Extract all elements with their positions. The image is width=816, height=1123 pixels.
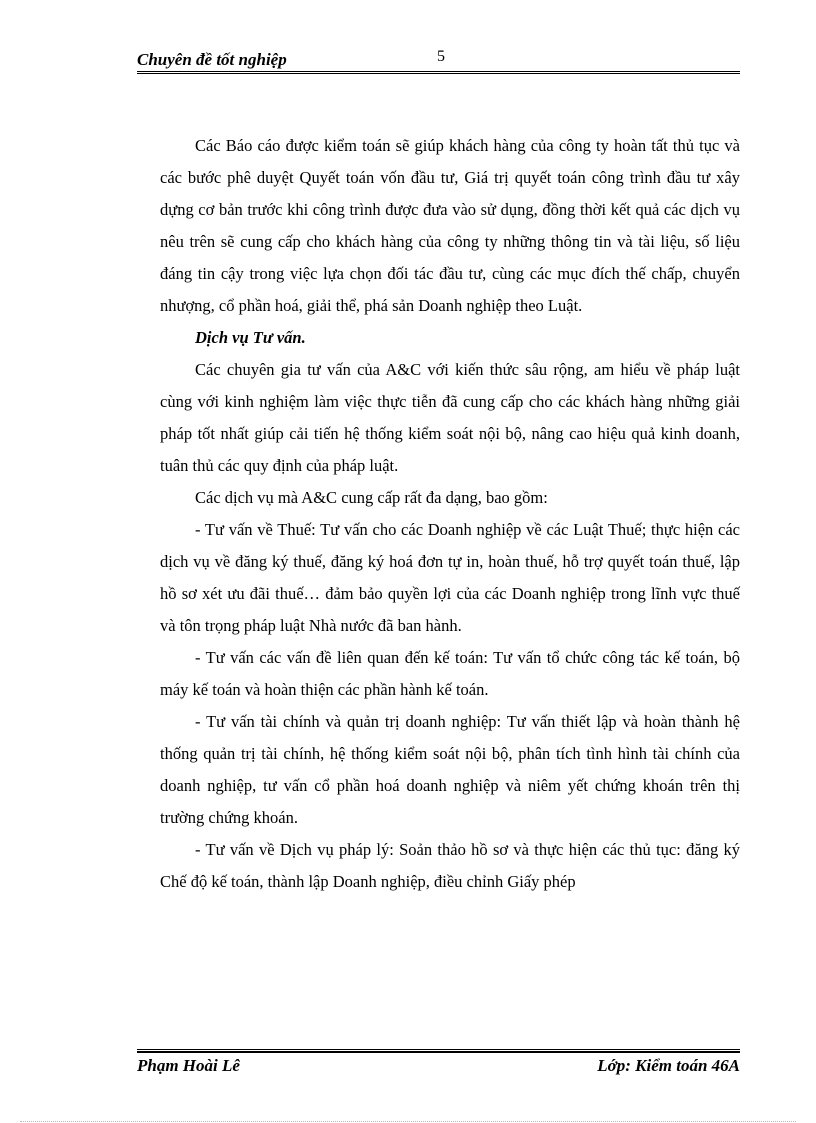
header-title: Chuyên đề tốt nghiệp bbox=[137, 50, 287, 69]
paragraph-audit-reports: Các Báo cáo được kiểm toán sẽ giúp khách hàng của công ty hoàn tất thủ tục và các bước phê duyệt Quyết toán vốn đầu tư, Giá trị quyết toán công trình đầu tư xây dựng cơ bản trước khi công trình được đưa vào sử dụng, đồng thời kết quả các dịch vụ nêu trên sẽ cung cấp cho khách hàng của công ty những thông tin và tài liệu, số liệu đáng tin cậy trong việc lựa chọn đối tác đầu tư, cùng các mục đích thế chấp, chuyển nhượng, cổ phần hoá, giải thể, phá sản Doanh nghiệp theo Luật. bbox=[160, 136, 740, 315]
page-header bbox=[137, 48, 740, 70]
section-heading-consulting: Dịch vụ Tư vấn. bbox=[195, 328, 306, 347]
footer-rule bbox=[137, 1049, 740, 1053]
header-rule bbox=[137, 71, 740, 74]
footer-author: Phạm Hoài Lê bbox=[137, 1056, 240, 1075]
page-bottom-border bbox=[20, 1121, 796, 1122]
paragraph-finance-consulting: - Tư vấn tài chính và quản trị doanh nghiệp: Tư vấn thiết lập và hoàn thành hệ thống quản trị tài chính, hệ thống kiểm soát nội bộ, phân tích tình hình tài chính của doanh nghiệp, tư vấn cổ phần hoá doanh nghiệp và niêm yết chứng khoán trên thị trường chứng khoán. bbox=[160, 712, 740, 827]
paragraph-tax-consulting: - Tư vấn về Thuế: Tư vấn cho các Doanh nghiệp về các Luật Thuế; thực hiện các dịch vụ về đăng ký thuế, đăng ký hoá đơn tự in, hoàn thuế, hỗ trợ quyết toán thuế, lập hồ sơ xét ưu đãi thuế… đảm bảo quyền lợi của các Doanh nghiệp trong lĩnh vực thuế và tôn trọng pháp luật Nhà nước đã ban hành. bbox=[160, 520, 740, 635]
paragraph-legal-consulting: - Tư vấn về Dịch vụ pháp lý: Soản thảo hồ sơ và thực hiện các thủ tục: đăng ký Chế độ kế toán, thành lập Doanh nghiệp, điều chỉnh Giấy phép bbox=[160, 840, 740, 891]
footer-class: Lớp: Kiểm toán 46A bbox=[597, 1056, 740, 1075]
paragraph-consultants: Các chuyên gia tư vấn của A&C với kiến thức sâu rộng, am hiểu về pháp luật cùng với kinh nghiệm làm việc thực tiễn đã cung cấp cho các khách hàng những giải pháp tốt nhất giúp cải tiến hệ thống kiểm soát nội bộ, nâng cao hiệu quả kinh doanh, tuân thủ các quy định của pháp luật. bbox=[160, 360, 740, 475]
paragraph-accounting-consulting: - Tư vấn các vấn đề liên quan đến kế toán: Tư vấn tổ chức công tác kế toán, bộ máy kế toán và hoàn thiện các phần hành kế toán. bbox=[160, 648, 740, 699]
paragraph-services-intro: Các dịch vụ mà A&C cung cấp rất đa dạng, bao gồm: bbox=[195, 488, 548, 507]
page-number: 5 bbox=[437, 48, 445, 65]
document-body bbox=[160, 130, 740, 898]
